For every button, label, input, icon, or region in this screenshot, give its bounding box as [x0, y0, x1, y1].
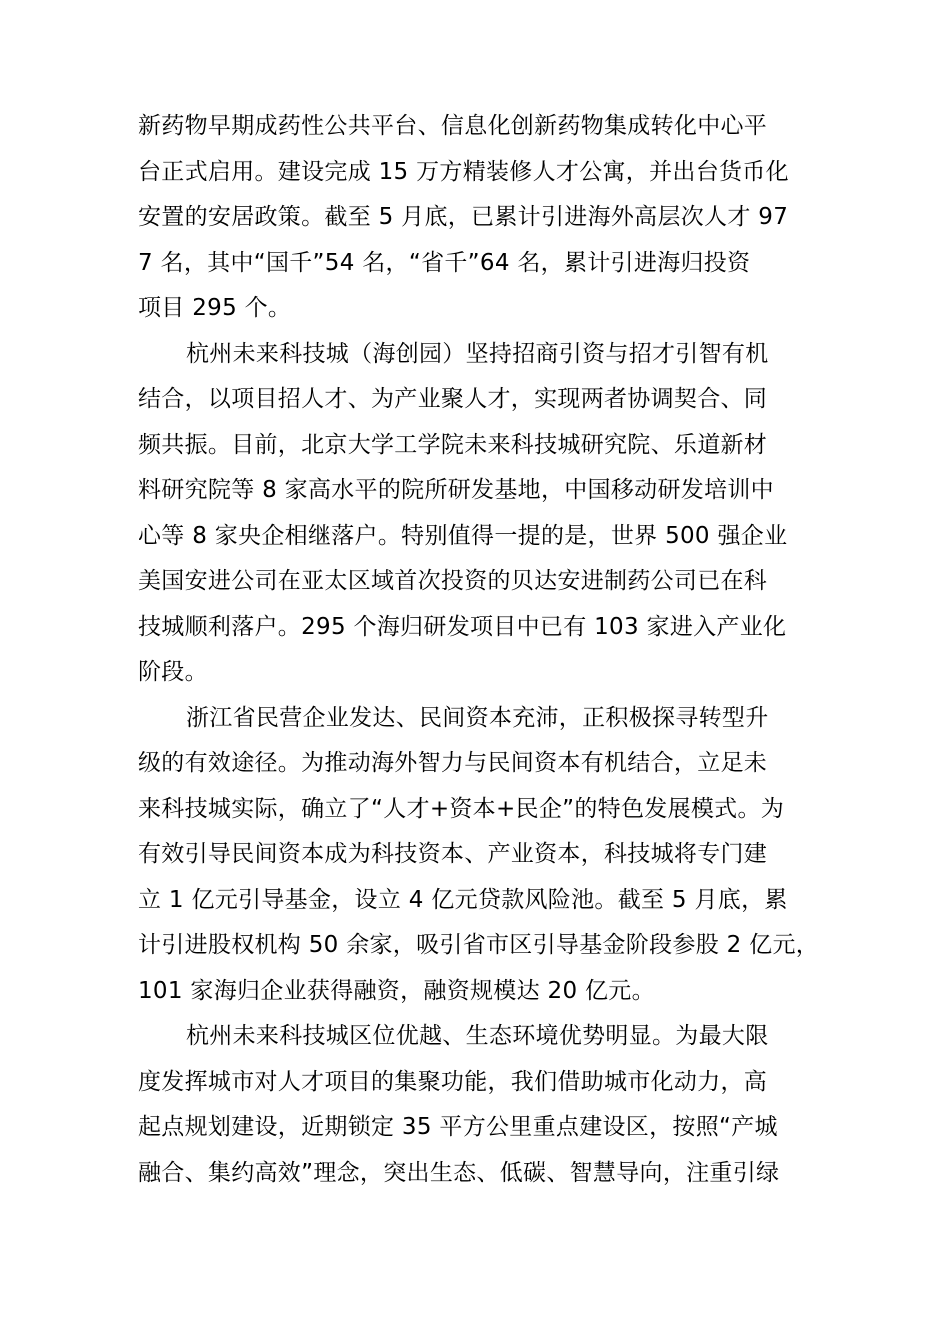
- text-line: 心等 8 家央企相继落户。特别值得一提的是，世界 500 强企业: [138, 522, 788, 549]
- paragraph: [138, 1014, 818, 1196]
- paragraph: [138, 332, 818, 696]
- text-line: 阶段。: [138, 659, 208, 685]
- text-line: 7 名，其中“国千”54 名，“省千”64 名，累计引进海归投资: [138, 249, 751, 276]
- text-line: 起点规划建设，近期锁定 35 平方公里重点建设区，按照“产城: [138, 1114, 778, 1140]
- text-line: 台正式启用。建设完成 15 万方精装修人才公寓，并出台货币化: [138, 158, 789, 185]
- text-line: 杭州未来科技城区位优越、生态环境优势明显。为最大限: [186, 1023, 769, 1049]
- text-line: 料研究院等 8 家高水平的院所研发基地，中国移动研发培训中: [138, 477, 774, 503]
- text-line: 杭州未来科技城（海创园）坚持招商引资与招才引智有机: [186, 340, 769, 367]
- text-line: 美国安进公司在亚太区域首次投资的贝达安进制药公司已在科: [138, 568, 768, 594]
- paragraph: [138, 104, 818, 332]
- paragraph: [138, 696, 818, 1015]
- text-line: 101 家海归企业获得融资，融资规模达 20 亿元。: [138, 977, 655, 1004]
- text-line: 安置的安居政策。截至 5 月底，已累计引进海外高层次人才 97: [138, 204, 789, 230]
- text-line: 度发挥城市对人才项目的集聚功能，我们借助城市化动力，高: [138, 1068, 768, 1095]
- text-line: 计引进股权机构 50 余家，吸引省市区引导基金阶段参股 2 亿元，: [138, 932, 820, 958]
- document-page: [138, 104, 818, 1196]
- text-line: 结合，以项目招人才、为产业聚人才，实现两者协调契合、同: [138, 386, 768, 412]
- text-line: 融合、集约高效”理念，突出生态、低碳、智慧导向，注重引绿: [138, 1159, 780, 1186]
- text-line: 级的有效途径。为推动海外智力与民间资本有机结合，立足未: [138, 750, 768, 776]
- text-line: 来科技城实际，确立了“人才+资本+民企”的特色发展模式。为: [138, 795, 785, 822]
- text-line: 频共振。目前，北京大学工学院未来科技城研究院、乐道新材: [138, 431, 768, 458]
- text-line: 有效引导民间资本成为科技资本、产业资本，科技城将专门建: [138, 841, 768, 867]
- text-line: 新药物早期成药性公共平台、信息化创新药物集成转化中心平: [138, 113, 768, 139]
- text-line: 立 1 亿元引导基金，设立 4 亿元贷款风险池。截至 5 月底，累: [138, 886, 788, 913]
- text-line: 浙江省民营企业发达、民间资本充沛，正积极探寻转型升: [186, 704, 769, 731]
- text-line: 项目 295 个。: [138, 295, 292, 321]
- text-line: 技城顺利落户。295 个海归研发项目中已有 103 家进入产业化: [138, 613, 787, 640]
